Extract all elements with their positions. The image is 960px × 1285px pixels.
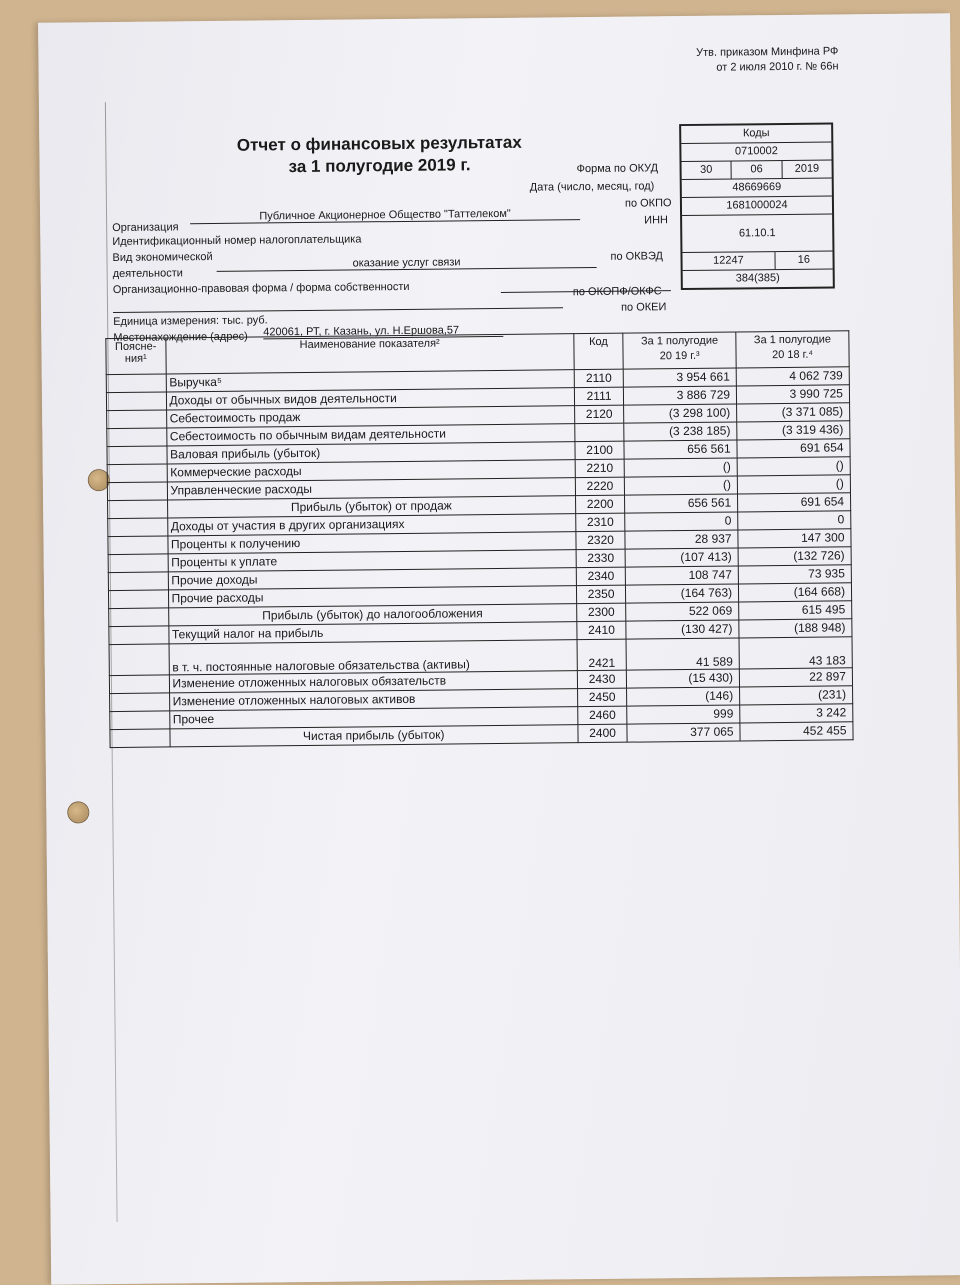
indicator-name-cell: Доходы от обычных видов деятельности <box>166 388 575 410</box>
notes-cell <box>108 572 168 591</box>
notes-cell <box>109 626 169 645</box>
indicator-name-cell: Управленческие расходы <box>167 478 576 500</box>
header-previous-line-1: За 1 полугодие <box>753 333 832 347</box>
indicator-name-cell: Прибыль (убыток) до налогообложения <box>168 604 577 626</box>
code-cell: 2340 <box>576 567 625 586</box>
indicator-name-cell: Выручка⁵ <box>166 370 575 392</box>
current-value-cell: (146) <box>627 687 740 706</box>
approval-note <box>658 44 838 76</box>
current-value-cell: 656 561 <box>625 494 738 513</box>
current-value-cell: 3 886 729 <box>624 386 737 405</box>
code-cell: 2421 <box>577 639 627 671</box>
notes-cell <box>106 392 166 411</box>
code-cell: 2400 <box>578 724 627 743</box>
paper-sheet <box>38 13 960 1284</box>
indicator-name-cell: Коммерческие расходы <box>167 460 576 482</box>
previous-value-cell: (231) <box>740 686 853 705</box>
code-cell: 2111 <box>574 387 623 406</box>
indicator-name-cell: Доходы от участия в других организациях <box>167 514 576 536</box>
code-date-day: 30 <box>700 163 713 176</box>
notes-cell <box>108 500 168 519</box>
notes-cell <box>107 428 167 447</box>
indicator-name-cell: в т. ч. постоянные налоговые обязательства (активы) <box>169 640 578 675</box>
code-cell: 2320 <box>576 531 625 550</box>
code-cell: 2110 <box>574 369 623 388</box>
previous-value-cell: (188 948) <box>739 619 852 638</box>
indicator-name-cell: Прибыль (убыток) от продаж <box>167 496 576 518</box>
code-cell: 2200 <box>575 495 624 514</box>
organization-name: Публичное Акционерное Общество "Таттелеком" <box>190 207 580 224</box>
previous-value-cell: 147 300 <box>738 529 851 548</box>
previous-value-cell: 452 455 <box>740 722 853 741</box>
indicator-name-cell: Чистая прибыль (убыток) <box>169 725 578 747</box>
code-date-month: 06 <box>731 161 782 179</box>
previous-value-cell: 615 495 <box>739 601 852 620</box>
code-inn: 1681000024 <box>726 198 788 212</box>
financial-results-table <box>105 330 853 748</box>
activity-value: оказание услуг связи <box>217 255 597 272</box>
previous-value-cell: 0 <box>738 511 851 530</box>
label-inn: ИНН <box>644 214 668 227</box>
label-okpo: по ОКПО <box>624 197 672 210</box>
previous-value-cell: 691 654 <box>738 493 851 512</box>
current-value-cell: 3 954 661 <box>623 368 736 387</box>
codes-box <box>679 122 835 290</box>
label-okopf: по ОКОПФ/ОКФС <box>572 285 662 299</box>
previous-value-cell: () <box>737 475 850 494</box>
notes-cell <box>110 729 170 748</box>
label-legal-form: Организационно-правовая форма / форма собственности <box>112 280 410 297</box>
previous-value-cell: 4 062 739 <box>736 367 849 386</box>
current-value-cell: 41 589 <box>626 638 739 670</box>
previous-value-cell: (3 319 436) <box>737 421 850 440</box>
previous-value-cell: 691 654 <box>737 439 850 458</box>
table-body <box>106 367 853 748</box>
previous-value-cell: 22 897 <box>739 668 852 687</box>
current-value-cell: 108 747 <box>625 566 738 585</box>
code-cell: 2220 <box>575 477 624 496</box>
document <box>38 13 960 1284</box>
indicator-name-cell: Валовая прибыль (убыток) <box>166 442 575 464</box>
code-okpo: 48669669 <box>732 181 782 194</box>
current-value-cell: (3 238 185) <box>624 422 737 441</box>
code-cell <box>575 423 624 442</box>
notes-cell <box>108 554 168 573</box>
previous-value-cell: (164 668) <box>739 583 852 602</box>
notes-cell <box>109 675 169 694</box>
punch-hole-lower <box>68 802 88 822</box>
indicator-name-cell: Изменение отложенных налоговых обязательств <box>169 671 578 693</box>
previous-value-cell: 3 242 <box>740 704 853 723</box>
indicator-name-cell: Изменение отложенных налоговых активов <box>169 689 578 711</box>
code-cell: 2430 <box>577 670 626 689</box>
current-value-cell: 28 937 <box>625 530 738 549</box>
header-previous-line-2: 20 18 г.⁴ <box>771 348 814 362</box>
notes-cell <box>106 374 166 393</box>
label-taxpayer-id: Идентификационный номер налогоплательщика <box>112 233 362 249</box>
code-cell: 2350 <box>576 585 625 604</box>
code-okved: 61.10.1 <box>738 227 776 240</box>
label-activity-1: Вид экономической <box>112 250 213 265</box>
current-value-cell: () <box>625 476 738 495</box>
indicator-name-cell: Проценты к уплате <box>168 550 577 572</box>
code-cell: 2450 <box>577 688 626 707</box>
codes-header: Коды <box>742 127 770 140</box>
address-value: 420061, РТ, г. Казань, ул. Н.Ершова,57 <box>263 324 503 340</box>
code-okopf: 12247 <box>713 254 744 267</box>
current-value-cell: 656 561 <box>624 440 737 459</box>
previous-value-cell: (3 371 085) <box>737 403 850 422</box>
label-unit: Единица измерения: тыс. руб. <box>113 314 268 329</box>
header-code: Код <box>574 333 624 370</box>
notes-cell <box>108 518 168 537</box>
label-okved: по ОКВЭД <box>610 250 663 263</box>
current-value-cell: (164 763) <box>626 584 739 603</box>
code-cell: 2460 <box>578 706 627 725</box>
current-value-cell: (3 298 100) <box>624 404 737 423</box>
code-cell: 2410 <box>577 621 626 640</box>
code-cell: 2330 <box>576 549 625 568</box>
current-value-cell: () <box>624 458 737 477</box>
indicator-name-cell: Себестоимость продаж <box>166 406 575 428</box>
previous-value-cell: 43 183 <box>739 637 852 669</box>
header-current-period <box>623 332 736 369</box>
current-value-cell: 999 <box>627 705 740 724</box>
legal-form-underline-2 <box>113 295 563 313</box>
notes-cell <box>107 482 167 501</box>
notes-cell <box>109 608 169 627</box>
indicator-name-cell: Проценты к получению <box>167 532 576 554</box>
current-value-cell: 522 069 <box>626 602 739 621</box>
current-value-cell: 377 065 <box>627 723 740 742</box>
notes-cell <box>107 464 167 483</box>
indicator-name-cell: Прочие доходы <box>168 568 577 590</box>
notes-cell <box>108 590 168 609</box>
code-okud: 0710002 <box>734 145 778 158</box>
code-cell: 2100 <box>575 441 624 460</box>
notes-cell <box>107 446 167 465</box>
label-forma-okud: Форма по ОКУД <box>576 162 659 176</box>
code-cell: 2120 <box>575 405 624 424</box>
notes-cell <box>107 410 167 429</box>
current-value-cell: (15 430) <box>627 669 740 688</box>
notes-cell <box>110 693 170 712</box>
current-value-cell: 0 <box>625 512 738 531</box>
current-value-cell: (130 427) <box>626 620 739 639</box>
report-title <box>209 131 549 179</box>
report-title-line-2: за 1 полугодие 2019 г. <box>288 155 471 177</box>
code-cell: 2210 <box>575 459 624 478</box>
previous-value-cell: 73 935 <box>738 565 851 584</box>
code-cell: 2310 <box>576 513 625 532</box>
header-indicator-name: Наименование показателя² <box>165 334 574 374</box>
header-current-line-2: 20 19 г.³ <box>659 349 700 363</box>
report-title-line-1: Отчет о финансовых результатах <box>236 132 522 155</box>
header-previous-period <box>736 331 849 368</box>
header-current-line-1: За 1 полугодие <box>640 334 719 348</box>
notes-cell <box>108 536 168 555</box>
code-date-year: 2019 <box>781 160 832 178</box>
code-okfs: 16 <box>774 251 832 269</box>
indicator-name-cell: Себестоимость по обычным видам деятельности <box>166 424 575 446</box>
previous-value-cell: 3 990 725 <box>736 385 849 404</box>
approval-line-2: от 2 июля 2010 г. № 66н <box>716 60 839 74</box>
legal-form-underline-1 <box>501 278 671 293</box>
previous-value-cell: (132 726) <box>738 547 851 566</box>
current-value-cell: (107 413) <box>625 548 738 567</box>
approval-line-1: Утв. приказом Минфина РФ <box>696 45 839 59</box>
previous-value-cell: () <box>737 457 850 476</box>
indicator-name-cell: Текущий налог на прибыль <box>168 622 577 644</box>
indicator-name-cell: Прочие расходы <box>168 586 577 608</box>
indicator-name-cell: Прочее <box>169 707 578 729</box>
notes-cell <box>110 711 170 730</box>
label-activity-2: деятельности <box>112 267 183 281</box>
code-cell: 2300 <box>577 603 626 622</box>
label-okei: по ОКЕИ <box>620 301 667 314</box>
label-date: Дата (число, месяц, год) <box>529 180 655 194</box>
label-address: Местонахождение (адрес) <box>113 330 248 345</box>
notes-cell <box>109 644 169 676</box>
label-organization: Организация <box>112 221 179 235</box>
header-notes: Поясне-ния¹ <box>106 338 166 375</box>
code-okei: 384(385) <box>735 272 780 285</box>
